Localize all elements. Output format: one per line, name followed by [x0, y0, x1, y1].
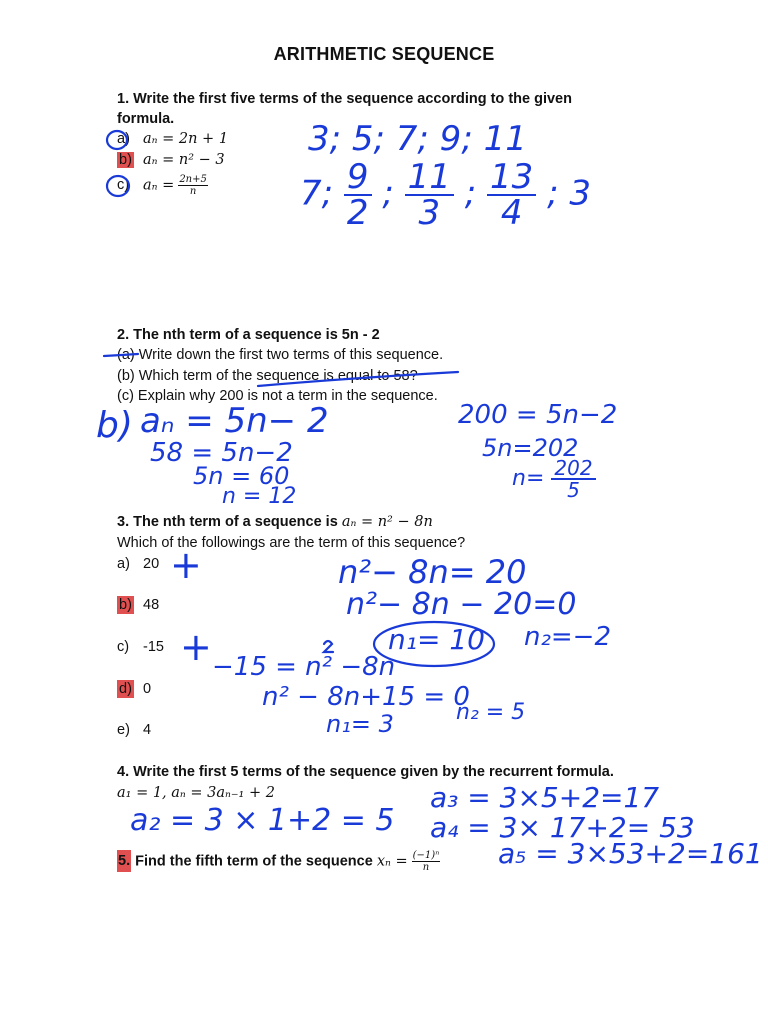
q3-option-d-label: d) — [119, 681, 132, 697]
q2-work-c-frac-den: 5 — [567, 478, 580, 502]
page-title: ARITHMETIC SEQUENCE — [273, 44, 495, 64]
q5-fraction — [412, 850, 441, 873]
q3-work-line6-root1: n₁= 3 — [326, 710, 394, 738]
q3-option-c-value: -15 — [143, 639, 164, 655]
q3-option-e-value: 4 — [143, 722, 152, 738]
q3-line1 — [117, 513, 433, 531]
q4-line2-formula: a₁ = 1, aₙ = 3aₙ₋₁ + 2 — [117, 785, 275, 801]
q1-option-b-formula: aₙ = n² − 3 — [143, 152, 225, 168]
q3-option-a — [117, 555, 159, 573]
q1-option-c — [117, 174, 208, 197]
q2-line3: (b) Which term of the sequence is equal to 58? — [117, 368, 418, 384]
q1-answer-c-handwritten: 7; $\frac{9}{2}$ ; $\frac{11}{3}$ ; $\frac{13}{4}$ ; 3 — [300, 157, 591, 233]
q1-answer-c-term1: 7; — [300, 173, 334, 214]
q2-work-b-line4: n = 12 — [222, 484, 297, 509]
q5-line — [117, 850, 440, 873]
q3-work-root1: n₁= 10 — [388, 623, 485, 656]
q1-option-c-fraction — [178, 174, 208, 197]
q5-numerator: (−1)ⁿ — [412, 850, 440, 861]
q2-work-c-line3 — [512, 458, 596, 500]
q2-line4: (c) Explain why 200 is not a term in the sequence. — [117, 388, 438, 404]
q4-work-a3: a₃ = 3×5+2=17 — [430, 781, 660, 814]
q3-line1-text: 3. The nth term of a sequence is — [117, 514, 338, 530]
q3-option-b-value: 48 — [143, 597, 160, 613]
q1-answer-c-frac3-num: 13 — [487, 160, 536, 196]
q4-line1: 4. Write the first 5 terms of the sequence given by the recurrent formula. — [117, 764, 614, 780]
q3-line1-formula: aₙ = n² − 8n — [341, 514, 433, 530]
q1-option-b — [117, 151, 225, 169]
q3-work-line4: −15 = n² −8n — [212, 652, 396, 682]
q1-option-a-formula: aₙ = 2n + 1 — [143, 131, 229, 147]
q2-work-b-line3: 5n = 60 — [193, 462, 290, 490]
q3-plus-mark-c: + — [180, 625, 212, 669]
q3-work-root2: n₂=−2 — [524, 622, 612, 652]
q3-exponent-mark — [324, 641, 333, 652]
q2-line1: 2. The nth term of a sequence is 5n - 2 — [117, 327, 380, 343]
q1-prompt-line1: 1. Write the first five terms of the sequence according to the given — [117, 91, 572, 107]
q3-work-line1: n²− 8n= 20 — [338, 553, 527, 591]
q3-option-a-label: a) — [117, 556, 130, 572]
q5-denominator: n — [422, 862, 430, 873]
q1-answer-c-frac3-den: 4 — [500, 193, 523, 233]
q1-answer-c-frac1-den: 2 — [346, 193, 369, 233]
q1-option-b-label: b) — [119, 152, 132, 168]
q3-plus-mark-a: + — [170, 543, 202, 587]
q1-answer-c-frac2-den: 3 — [418, 193, 441, 233]
q1-answer-c-term5: 3 — [569, 173, 591, 214]
q5-number: 5. — [117, 850, 131, 872]
q2-work-b-line1: aₙ = 5n− 2 — [140, 401, 329, 441]
q3-work-line2: n²− 8n − 20=0 — [346, 587, 577, 622]
q2-work-c-frac-num: 202 — [551, 458, 595, 480]
q2-work-c-line1: 200 = 5n−2 — [458, 400, 618, 430]
q2-work-c-line2: 5n=202 — [482, 434, 579, 462]
q2-line2: (a) Write down the first two terms of this sequence. — [117, 347, 444, 363]
q3-option-b-label: b) — [119, 597, 132, 613]
q4-work-a2: a₂ = 3 × 1+2 = 5 — [130, 803, 395, 838]
q5-lhs: xₙ = — [376, 853, 408, 870]
q5-text: Find the fifth term of the sequence — [135, 853, 373, 870]
q1-answer-a-handwritten: 3; 5; 7; 9; 11 — [308, 119, 527, 159]
q3-work-line6-root2: n₂ = 5 — [456, 700, 526, 725]
q4-work-a4: a₄ = 3× 17+2= 53 — [430, 811, 695, 844]
q2-work-c-frac — [551, 458, 595, 500]
q1-answer-c-frac1 — [344, 157, 372, 233]
q2-work-b-line2: 58 = 5n−2 — [150, 438, 293, 468]
q3-option-e — [117, 721, 151, 739]
q1-option-c-lhs: aₙ = — [143, 177, 175, 194]
q2-work-c-lhs: n= — [512, 466, 545, 491]
q1-answer-c-frac2-num: 11 — [405, 160, 454, 196]
q3-option-b — [117, 596, 159, 614]
q3-option-d-value: 0 — [143, 681, 152, 697]
q3-option-a-value: 20 — [143, 556, 160, 572]
q1-option-a-label: a) — [117, 131, 130, 147]
q1-option-c-denominator: n — [189, 186, 197, 197]
q1-prompt-line2: formula. — [117, 111, 175, 127]
q3-work-line5: n² − 8n+15 = 0 — [262, 682, 470, 712]
q1-answer-c-frac2 — [405, 157, 454, 233]
q1-option-c-label: c) — [117, 177, 130, 194]
q1-option-c-numerator: 2n+5 — [179, 174, 207, 185]
q3-option-c — [117, 638, 164, 656]
q4-work-a5: a₅ = 3×53+2=161 — [498, 837, 763, 870]
q3-option-e-label: e) — [117, 722, 130, 738]
q2-work-b-label: b) — [96, 405, 133, 446]
q1-answer-c-frac3 — [487, 157, 536, 233]
q3-line2: Which of the followings are the term of this sequence? — [117, 535, 466, 551]
q1-answer-c-frac1-num: 9 — [344, 160, 372, 196]
q3-option-d — [117, 680, 151, 698]
q1-option-a — [117, 130, 228, 148]
q3-option-c-label: c) — [117, 639, 130, 655]
